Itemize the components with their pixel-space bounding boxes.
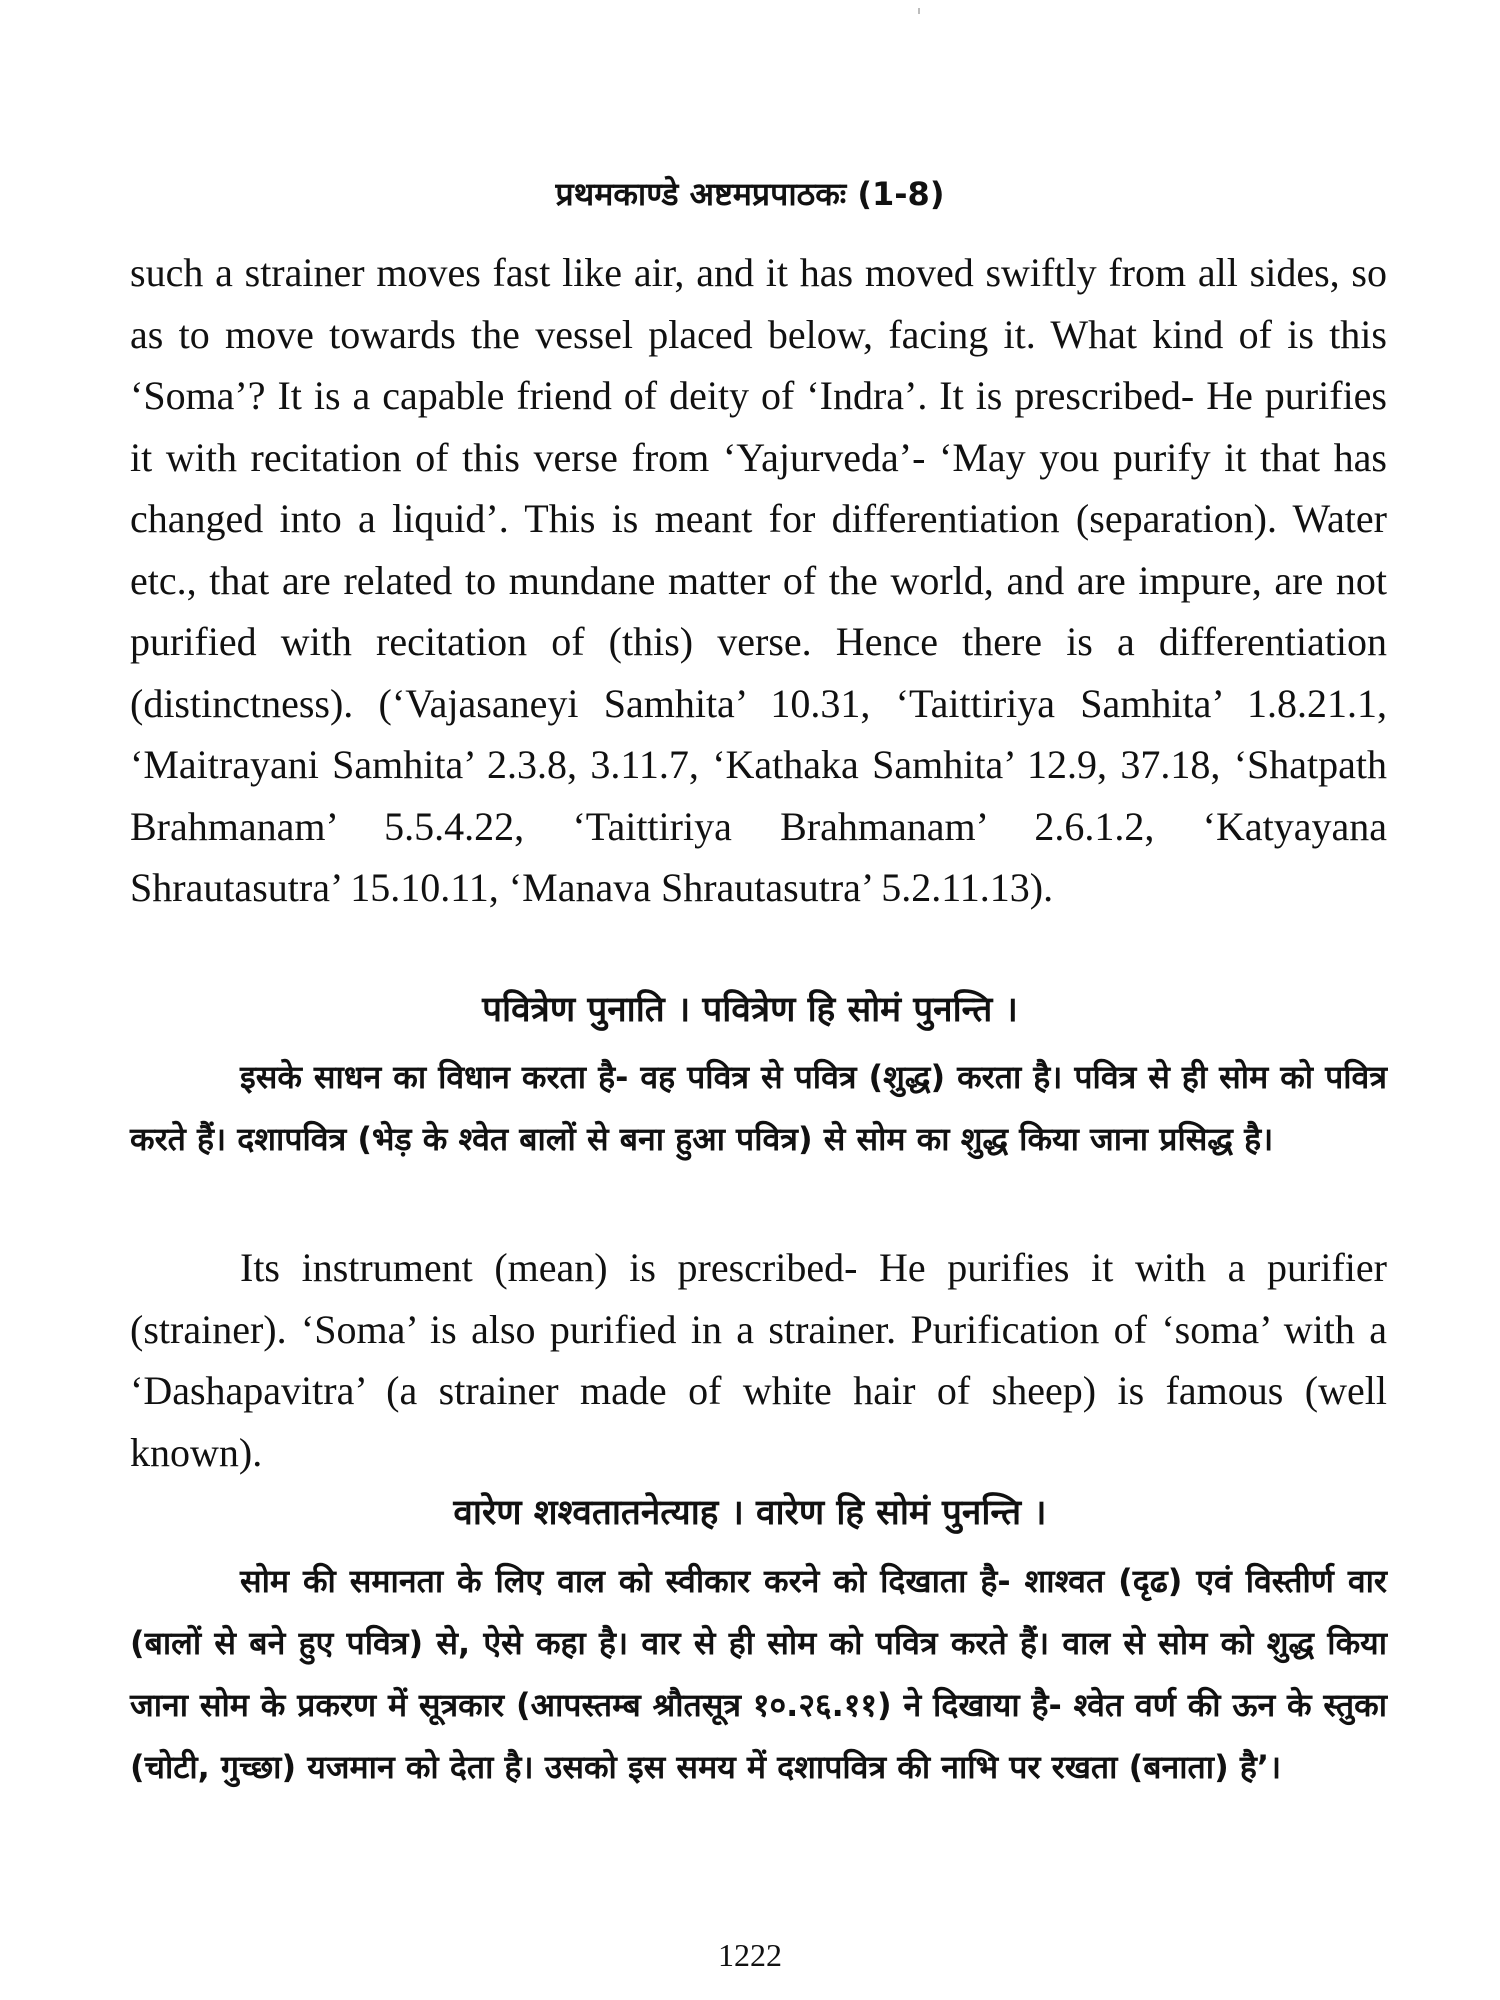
page-number: 1222: [718, 1937, 782, 1973]
sanskrit-verse-2: वारेण शश्वतातनेत्याह । वारेण हि सोमं पुनन्ति ।: [453, 1493, 1047, 1533]
page-header: प्रथमकाण्डे अष्टमप्रपाठकः (1-8): [555, 175, 945, 213]
scan-mark: [918, 8, 920, 14]
english-paragraph-2: Its instrument (mean) is prescribed- He purifies it with a purifier (strainer). ‘Soma’ is also purified in a strainer. Purification of ‘soma’ with a ‘Dashapavitra’ (a strainer made of white hair of sheep) is famous (well known).: [130, 1245, 1387, 1475]
hindi-paragraph-2: सोम की समानता के लिए वाल को स्वीकार करने को दिखाता है- शाश्वत (दृढ) एवं विस्तीर्ण वार (बालों से बने हुए पवित्र) से, ऐसे कहा है। वार से ही सोम को पवित्र करते हैं। वाल से सोम को शुद्ध किया जाना सोम के प्रकरण में सूत्रकार (आपस्तम्ब श्रौतसूत्र १०.२६.११) ने दिखाया है- श्वेत वर्ण की ऊन के स्तुका (चोटी, गुच्छा) यजमान को देता है। उसको इस समय में दशापवित्र की नाभि पर रखता (बनाता) है’।: [130, 1562, 1387, 1786]
sanskrit-verse-1: पवित्रेण पुनाति । पवित्रेण हि सोमं पुनन्ति ।: [482, 990, 1018, 1030]
hindi-paragraph-1: इसके साधन का विधान करता है- वह पवित्र से पवित्र (शुद्ध) करता है। पवित्र से ही सोम को पवित्र करते हैं। दशापवित्र (भेड़ के श्वेत बालों से बना हुआ पवित्र) से सोम का शुद्ध किया जाना प्रसिद्ध है।: [130, 1058, 1387, 1158]
english-paragraph-1: such a strainer moves fast like air, and it has moved swiftly from all sides, so as to move towards the vessel placed below, facing it. What kind of is this ‘Soma’? It is a capable friend of deity of ‘Indra’. It is prescribed- He purifies it with recitation of this verse from ‘Yajurveda’- ‘May you purify it that has changed into a liquid’. This is meant for differentiation (separation). Water etc., that are related to mundane matter of the world, and are impure, are not purified with recitation of (this) verse. Hence there is a differentiation (distinctness). (‘Vajasaneyi Samhita’ 10.31, ‘Taittiriya Samhita’ 1.8.21.1, ‘Maitrayani Samhita’ 2.3.8, 3.11.7, ‘Kathaka Samhita’ 12.9, 37.18, ‘Shatpath Brahmanam’ 5.5.4.22, ‘Taittiriya Brahmanam’ 2.6.1.2, ‘Katyayana Shrautasutra’ 15.10.11, ‘Manava Shrautasutra’ 5.2.11.13).: [130, 250, 1387, 910]
